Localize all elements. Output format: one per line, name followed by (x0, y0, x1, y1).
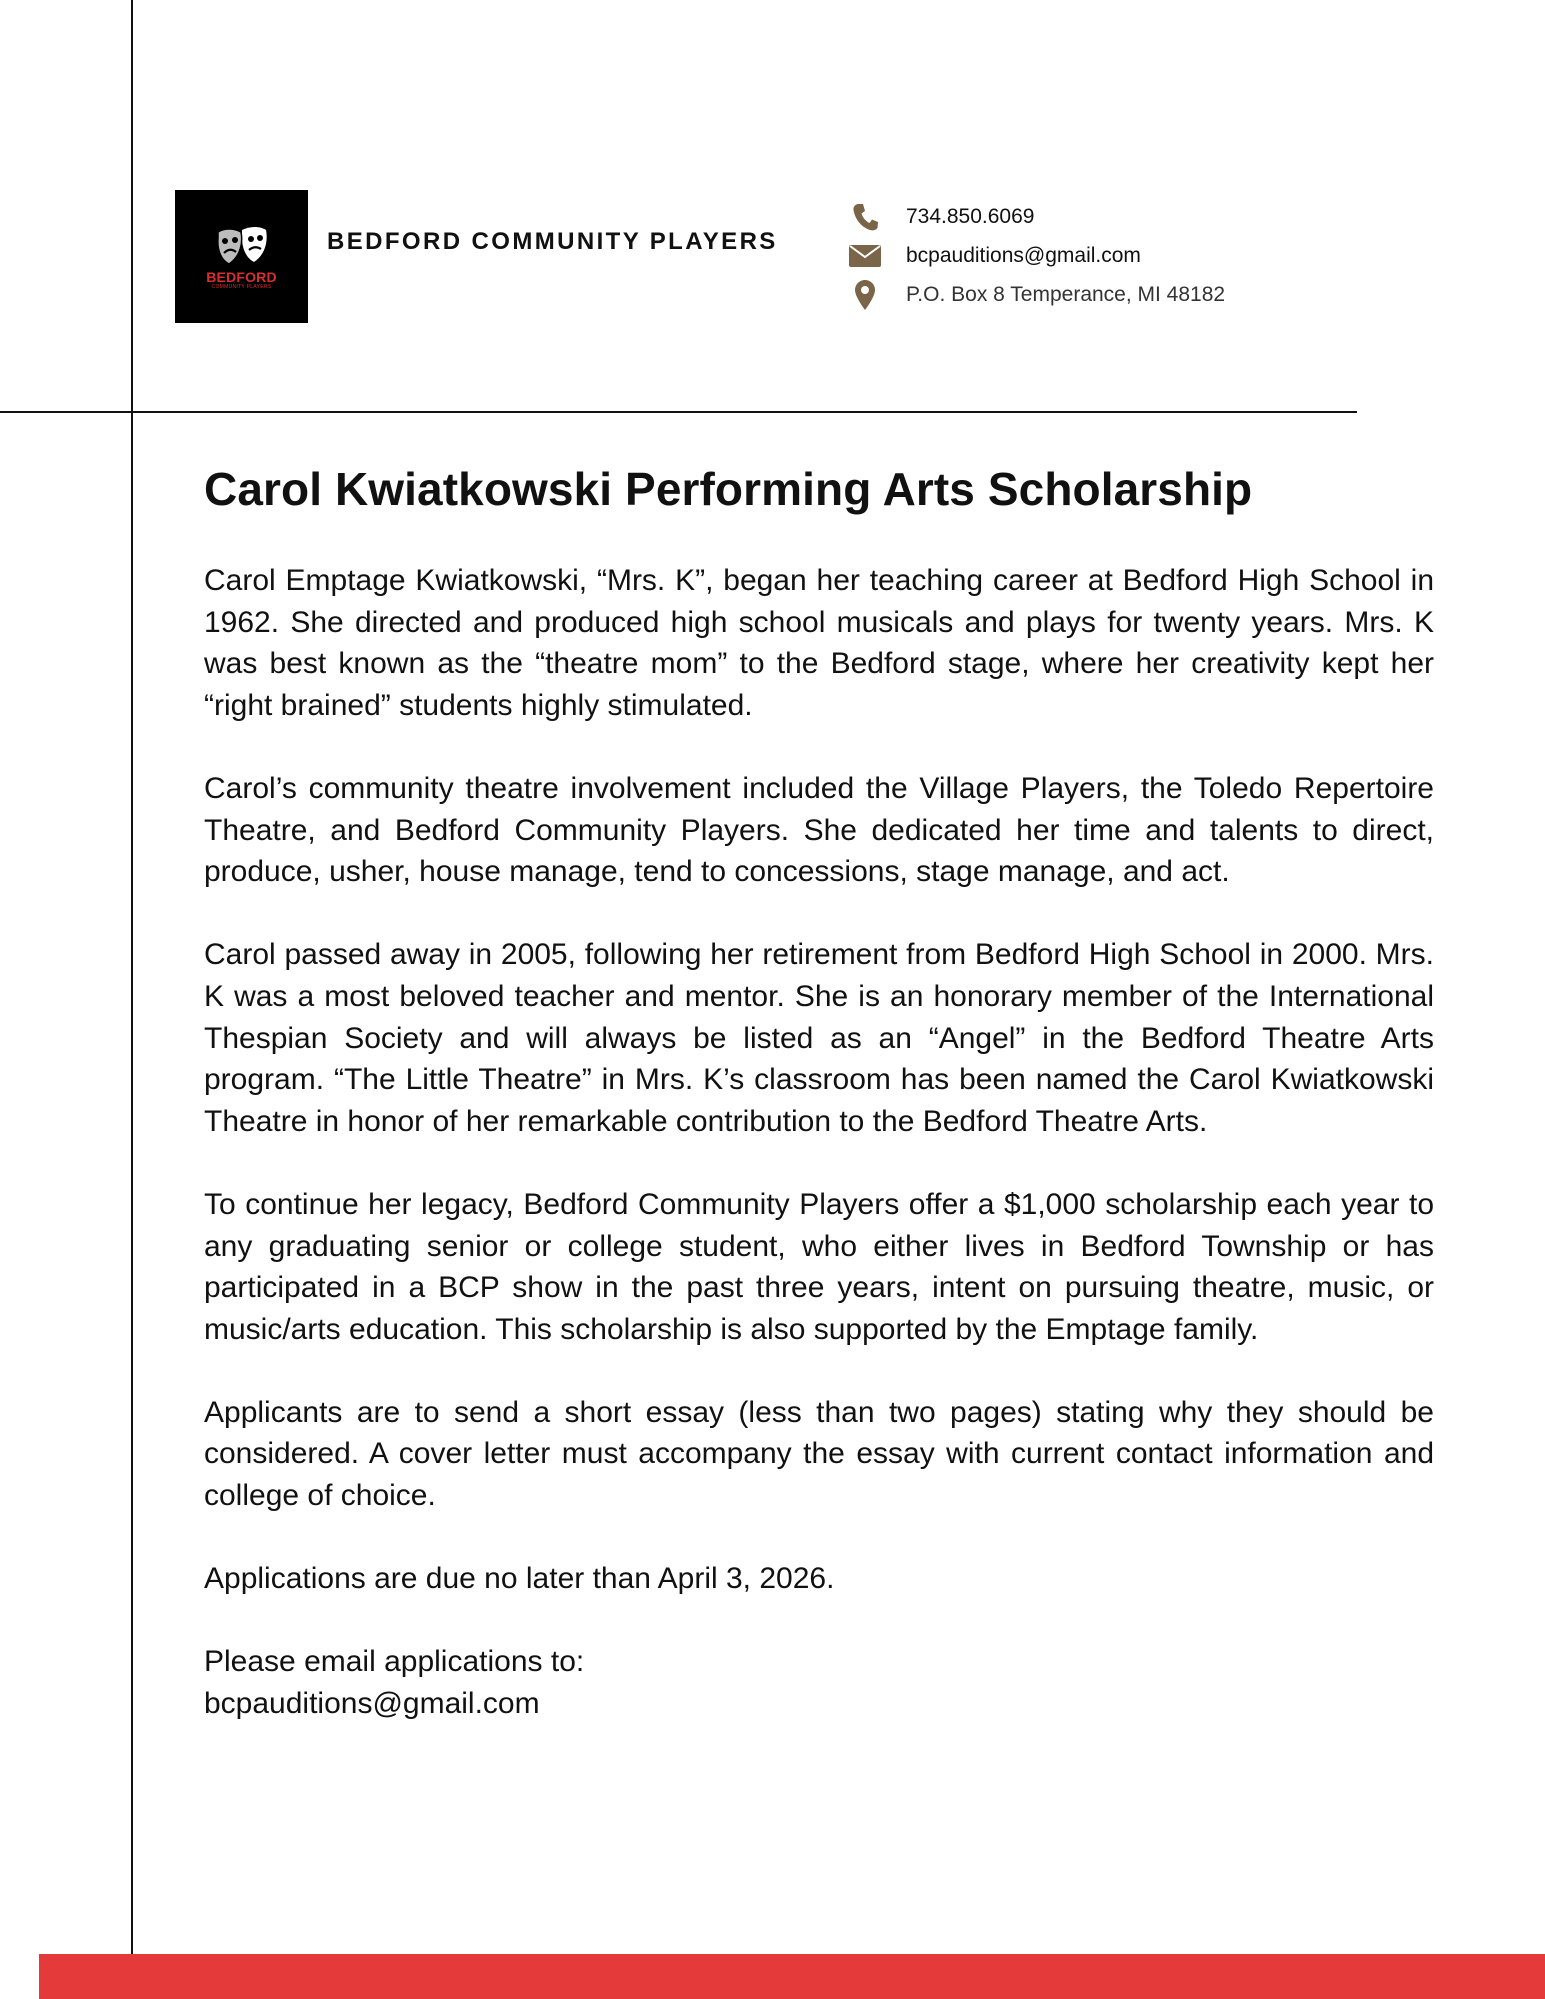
contact-address: P.O. Box 8 Temperance, MI 48182 (906, 282, 1226, 306)
location-pin-icon (848, 275, 882, 314)
contact-phone-row (848, 197, 1318, 236)
contact-block (848, 197, 1318, 314)
logo-name: BEDFORD (206, 268, 277, 285)
vertical-rule (131, 0, 133, 1954)
closing-email-link[interactable]: bcpauditions@gmail.com (204, 1687, 540, 1721)
paragraph-application-requirements: Applicants are to send a short essay (less than two pages) stating why they should be considered. A cover letter must accompany the essay with current contact information and college of choice. (204, 1395, 1434, 1513)
organization-name: BEDFORD COMMUNITY PLAYERS (327, 228, 778, 255)
document-title: Carol Kwiatkowski Performing Arts Scholarship (204, 463, 1253, 515)
phone-icon (848, 197, 882, 236)
paragraph-deadline: Applications are due no later than April 3, 2026. (204, 1562, 835, 1596)
mail-icon (848, 236, 882, 275)
footer-accent-bar (39, 1954, 1545, 1999)
header-divider (0, 411, 1357, 413)
contact-address-row (848, 275, 1318, 314)
logo (175, 190, 308, 323)
theatre-masks-icon (214, 224, 270, 268)
logo-subtitle: COMMUNITY PLAYERS (211, 283, 272, 290)
closing-block (204, 1641, 1434, 1724)
closing-line: Please email applications to: (204, 1645, 585, 1679)
paragraph-community-theatre: Carol’s community theatre involvement included the Village Players, the Toledo Repertoire Theatre, and Bedford Community Players. She dedicated her time and talents to direct, produce, usher, house manage, tend to concessions, stage manage, and act. (204, 771, 1434, 889)
contact-email-row (848, 236, 1318, 275)
contact-phone[interactable]: 734.850.6069 (906, 204, 1035, 228)
paragraph-scholarship-offer: To continue her legacy, Bedford Community Players offer a $1,000 scholarship each year to any graduating senior or college student, who either lives in Bedford Township or has participated in a BCP show in the past three years, intent on pursuing theatre, music, or music/arts education. This scholarship is also supported by the Emptage family. (204, 1187, 1434, 1346)
paragraph-biography: Carol Emptage Kwiatkowski, “Mrs. K”, began her teaching career at Bedford High School in 1962. She directed and produced high school musicals and plays for twenty years. Mrs. K was best known as the “theatre mom” to the Bedford stage, where her creativity kept her “right brained” students highly stimulated. (204, 564, 1434, 722)
contact-email[interactable]: bcpauditions@gmail.com (906, 243, 1141, 267)
document-body (204, 560, 1434, 1725)
paragraph-legacy: Carol passed away in 2005, following her retirement from Bedford High School in 2000. Mrs. K was a most beloved teacher and mentor. She is an honorary member of the International Thespian Society and will always be listed as an “Angel” in the Bedford Theatre Arts program. “The Little Theatre” in Mrs. K’s classroom has been named the Carol Kwiatkowski Theatre in honor of her remarkable contribution to the Bedford Theatre Arts. (204, 938, 1434, 1138)
